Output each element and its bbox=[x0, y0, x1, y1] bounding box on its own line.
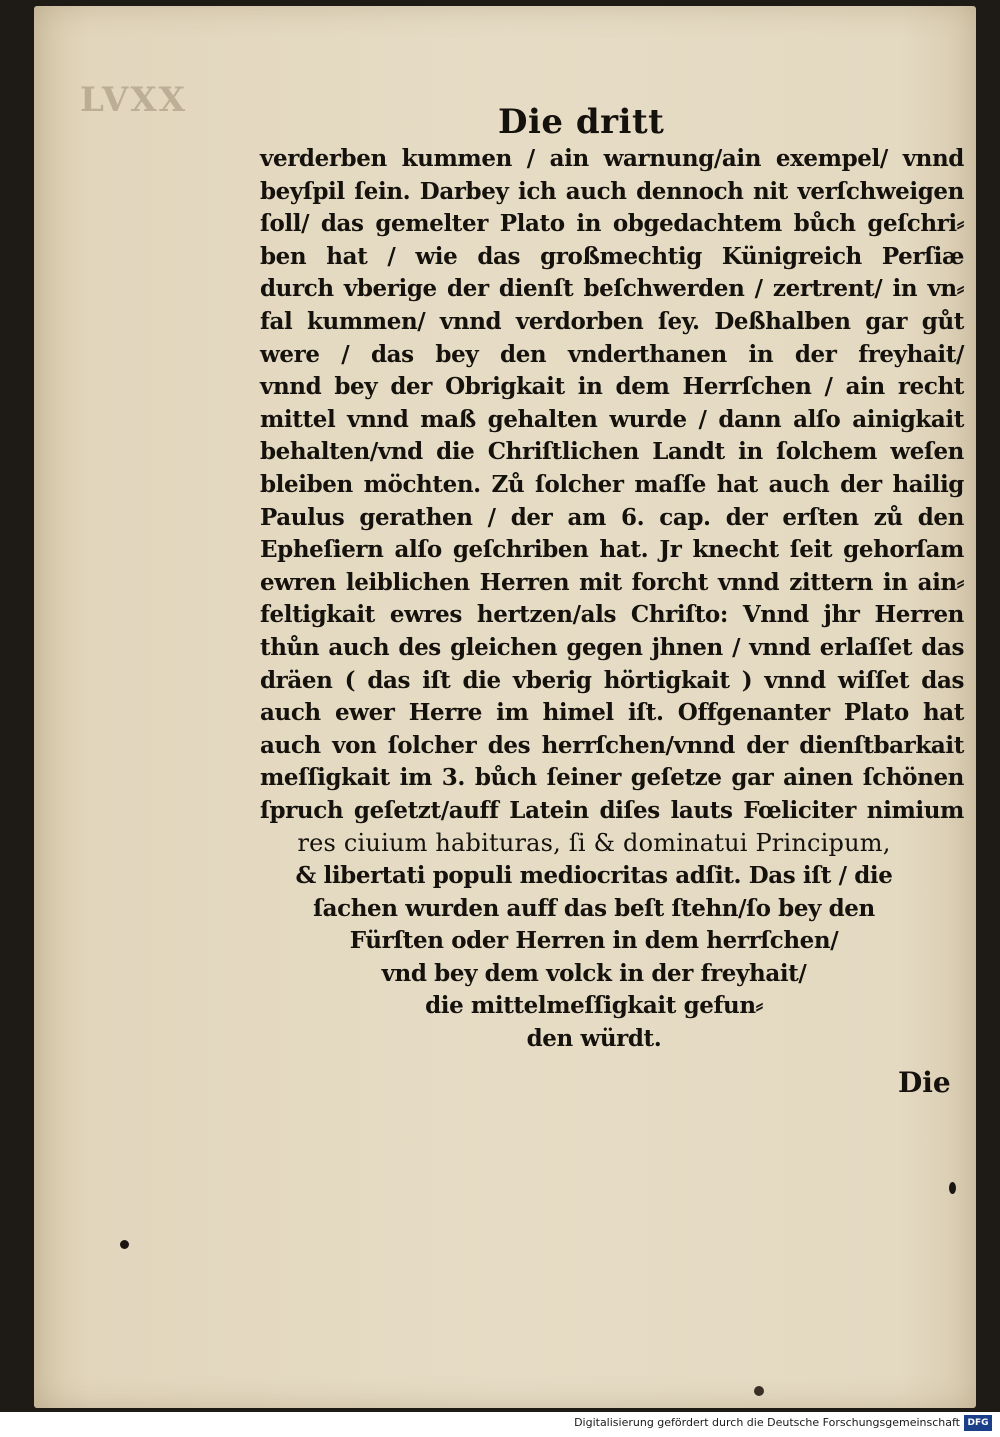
footer-bar bbox=[0, 1412, 1000, 1437]
catchword: Die bbox=[898, 1066, 951, 1099]
text-line: auch ewer Herre im himel iſt. Offgenanter Plato hat bbox=[260, 699, 964, 727]
text-line: behalten/vnd die Chriſtlichen Landt in ſolchem weſen bbox=[260, 438, 964, 466]
taper-line: den würdt. bbox=[526, 1025, 662, 1053]
text-line: auch von ſolcher des herrſchen/vnnd der dienſtbarkait bbox=[260, 731, 964, 759]
text-line: were / das bey den vnderthanen in der freyhait/ bbox=[260, 340, 964, 368]
text-line: ben hat / wie das großmechtig Künigreich Perſiæ bbox=[260, 242, 964, 270]
taper-line: die mittelmeſſigkait gefun⸗ bbox=[425, 992, 763, 1020]
text-line: verderben kummen / ain warnung/ain exempel/ vnnd bbox=[260, 145, 964, 172]
text-line: Paulus gerathen / der am 6. cap. der erſten zů den bbox=[260, 503, 964, 531]
text-line: vnnd bey der Obrigkait in dem Herrſchen / ain recht bbox=[260, 373, 964, 401]
funding-credit: Digitalisierung gefördert durch die Deutsche Forschungsgemeinschaft bbox=[574, 1416, 960, 1429]
text-line: feltigkait ewres hertzen/als Chriſto: Vnnd jhr Herren bbox=[260, 601, 964, 629]
body-text bbox=[224, 143, 964, 1056]
text-line: mittel vnnd maß gehalten wurde / dann alſo ainigkait bbox=[260, 405, 964, 433]
taper-line: & libertati populi mediocritas adſit. Das iſt / die bbox=[295, 862, 893, 890]
faded-page-number: LVXX bbox=[80, 80, 188, 120]
taper-line: vnd bey dem volck in der freyhait/ bbox=[381, 959, 807, 987]
text-line: thůn auch des gleichen gegen jhnen / vnnd erlaſſet das bbox=[260, 633, 964, 661]
text-line: fal kummen/ vnnd verdorben ſey. Deßhalben gar gůt bbox=[260, 307, 964, 335]
text-line: Epheſiern alſo geſchriben hat. Jr knecht ſeit gehorſam bbox=[260, 536, 964, 564]
dfg-logo: DFG bbox=[964, 1415, 992, 1431]
text-line: dräen ( das iſt die vberig hörtigkait ) vnnd wiſſet das bbox=[260, 666, 964, 694]
running-head: Die dritt bbox=[498, 102, 665, 142]
text-line: ſoll/ das gemelter Plato in obgedachtem bůch geſchri⸗ bbox=[260, 210, 964, 238]
taper-line: ſachen wurden auff das beſt ſtehn/ſo bey den bbox=[313, 894, 875, 922]
text-line: ſpruch geſetzt/auff Latein diſes lauts Fœliciter nimium bbox=[260, 796, 964, 824]
text-line: beyſpil ſein. Darbey ich auch dennoch nit verſchweigen bbox=[260, 177, 964, 205]
text-line: meſſigkait im 3. bůch ſeiner geſetze gar ainen ſchönen bbox=[260, 764, 964, 792]
ink-speck bbox=[949, 1182, 956, 1194]
text-line: bleiben möchten. Zů ſolcher maſſe hat auch der hailig bbox=[260, 470, 964, 498]
ink-speck bbox=[754, 1386, 764, 1396]
text-line: durch vberige der dienſt beſchwerden / zertrent/ in vn⸗ bbox=[260, 275, 964, 303]
latin-quote-line: res ciuium habituras, ſi & dominatui Principum, bbox=[297, 829, 891, 858]
ink-speck bbox=[120, 1240, 129, 1249]
text-line: ewren leiblichen Herren mit forcht vnnd zittern in ain⸗ bbox=[260, 568, 964, 596]
taper-line: Fürſten oder Herren in dem herrſchen/ bbox=[349, 927, 839, 955]
